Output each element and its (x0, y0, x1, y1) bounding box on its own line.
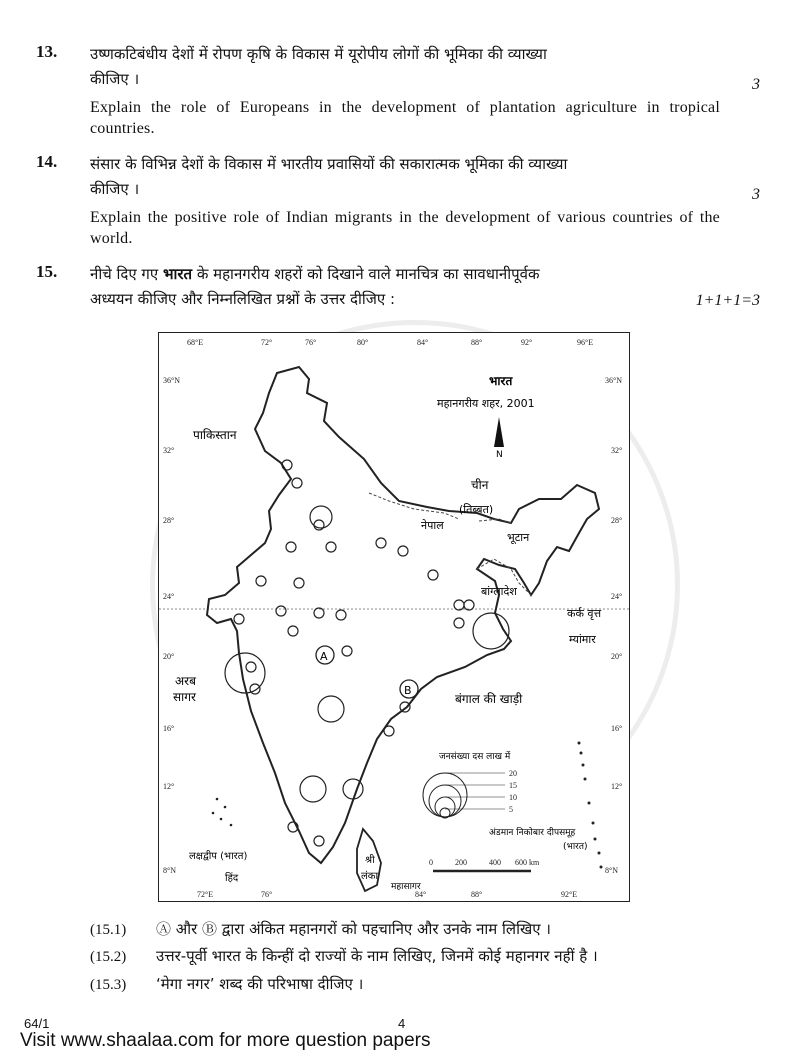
metro-city-marker (318, 696, 344, 722)
legend-circle-10 (435, 797, 455, 817)
deg-left-0: 36°N (163, 376, 180, 385)
metro-city-marker (384, 726, 394, 736)
hindi-text-pre: नीचे दिए गए (90, 265, 163, 283)
metro-city-marker (256, 576, 266, 586)
deg-top-7: 96°E (577, 338, 594, 347)
metro-city-marker (343, 779, 363, 799)
deg-bottom-4: 92°E (561, 890, 578, 899)
legend-title: जनसंख्या दस लाख में (439, 752, 511, 762)
metro-city-marker (326, 542, 336, 552)
label-sri-lanka-1: श्री (365, 855, 375, 866)
deg-right-4: 20° (611, 652, 623, 661)
question-13 (36, 42, 760, 142)
metro-city-marker (246, 662, 256, 672)
deg-bottom-0: 72°E (197, 890, 214, 899)
deg-top-6: 92° (521, 338, 533, 347)
paper-code: 64/1 (24, 1016, 50, 1031)
metro-city-marker (276, 606, 286, 616)
hindi-line-1: संसार के विभिन्न देशों के विकास में भारतीय प्रवासियों की सकारात्मक भूमिका की व्याख्या (90, 155, 568, 173)
metro-city-marker (400, 702, 410, 712)
marker-a-label: A (320, 650, 328, 663)
metro-city-marker (234, 614, 244, 624)
hindi-line-2: कीजिए । (90, 180, 140, 198)
label-myanmar: म्यांमार (569, 633, 596, 646)
question-number: 15. (36, 262, 58, 281)
scale-tick-0: 0 (429, 858, 433, 867)
deg-bottom-2: 84° (415, 890, 427, 899)
question-15 (36, 262, 760, 322)
india-metro-map (158, 332, 630, 902)
metro-city-marker (314, 520, 324, 530)
question-marks: 1+1+1=3 (695, 292, 760, 309)
deg-top-1: 72° (261, 338, 273, 347)
deg-top-0: 68°E (187, 338, 204, 347)
deg-bottom-3: 88° (471, 890, 483, 899)
deg-right-0: 36°N (605, 376, 622, 385)
hindi-line-1 (90, 262, 720, 287)
deg-top-3: 80° (357, 338, 369, 347)
subquestion-number: (15.3) (90, 977, 127, 993)
metro-city-marker (376, 538, 386, 548)
metro-city-marker (464, 600, 474, 610)
legend-value-5: 5 (509, 805, 513, 814)
scale-tick-600: 600 km (515, 858, 540, 867)
question-text (90, 262, 720, 312)
legend-value-15: 15 (509, 781, 517, 790)
deg-right-2: 28° (611, 516, 623, 525)
metro-city-marker (282, 460, 292, 470)
footer-link[interactable]: Visit www.shaalaa.com for more question papers (20, 1030, 431, 1051)
label-sri-lanka-2: लंका (361, 871, 379, 882)
label-pakistan: पाकिस्तान (193, 428, 237, 442)
label-china: चीन (471, 478, 489, 492)
label-andaman-1: अंडमान निकोबार दीपसमूह (489, 828, 576, 838)
question-number: 13. (36, 42, 58, 61)
label-arabian-sea-2: सागर (173, 690, 196, 704)
deg-left-4: 20° (163, 652, 175, 661)
deg-left-3: 24° (163, 592, 175, 601)
metro-city-marker (286, 542, 296, 552)
page-number: 4 (398, 1016, 406, 1031)
deg-right-6: 12° (611, 782, 623, 791)
subquestion-15-3 (90, 974, 363, 994)
metro-city-marker (314, 836, 324, 846)
deg-top-4: 84° (417, 338, 429, 347)
metro-city-marker (428, 570, 438, 580)
label-bangladesh: बांग्लादेश (481, 585, 517, 598)
label-bay-of-bengal: बंगाल की खाड़ी (455, 692, 523, 706)
metro-city-marker (398, 546, 408, 556)
hindi-line-2: कीजिए । (90, 70, 140, 88)
marker-b-label: B (404, 684, 412, 697)
legend-circles (423, 773, 467, 818)
subquestion-number: (15.1) (90, 922, 127, 938)
label-nepal: नेपाल (421, 519, 444, 532)
metro-city-marker (250, 684, 260, 694)
label-indian-ocean-2: महासागर (391, 882, 421, 892)
metro-city-marker (336, 610, 346, 620)
subquestion-text: Ⓐ और Ⓑ द्वारा अंकित महानगरों को पहचानिए और उनके नाम लिखिए । (156, 920, 551, 938)
map-svg (159, 333, 629, 901)
subquestion-number: (15.2) (90, 949, 127, 965)
metro-city-marker (310, 506, 332, 528)
subquestion-15-1 (90, 918, 551, 939)
subquestion-text: ‘मेगा नगर’ शब्द की परिभाषा दीजिए । (156, 975, 364, 993)
deg-top-5: 88° (471, 338, 483, 347)
north-label: N (496, 450, 503, 460)
metro-city-marker (300, 776, 326, 802)
question-number: 14. (36, 152, 58, 171)
deg-left-2: 28° (163, 516, 175, 525)
metro-city-marker (294, 578, 304, 588)
metro-city-marker (288, 626, 298, 636)
map-title: भारत (489, 374, 513, 388)
north-arrow-icon (494, 417, 504, 447)
deg-left-7: 8°N (163, 866, 176, 875)
label-indian-ocean-1: हिंद (225, 873, 239, 884)
label-arabian-sea-1: अरब (175, 674, 196, 688)
hindi-text-bold: भारत (162, 265, 193, 283)
deg-left-6: 12° (163, 782, 175, 791)
scale-tick-400: 400 (489, 858, 501, 867)
deg-top-2: 76° (305, 338, 317, 347)
india-outline (207, 367, 599, 863)
lakshadweep-islands (212, 798, 233, 827)
hindi-line-2: अध्ययन कीजिए और निम्नलिखित प्रश्नों के उत्तर दीजिए : (90, 290, 395, 308)
deg-right-3: 24° (611, 592, 623, 601)
label-tropic: कर्क वृत्त (567, 607, 602, 620)
label-lakshadweep: लक्षद्वीप (भारत) (189, 851, 248, 862)
question-marks: 3 (752, 76, 760, 93)
deg-left-5: 16° (163, 724, 175, 733)
english-text: Explain the role of Europeans in the development of plantation agriculture in tropical countries. (90, 99, 720, 137)
legend-circle-20 (423, 773, 467, 817)
question-14 (36, 152, 760, 252)
hindi-line-1: उष्णकटिबंधीय देशों में रोपण कृषि के विकास में यूरोपीय लोगों की भूमिका की व्याख्या (90, 45, 547, 63)
metro-city-marker (454, 618, 464, 628)
hindi-text-post: के महानगरीय शहरों को दिखाने वाले मानचित्र का सावधानीपूर्वक (192, 265, 540, 283)
question-marks: 3 (752, 186, 760, 203)
subquestion-text: उत्तर-पूर्वी भारत के किन्हीं दो राज्यों के नाम लिखिए, जिनमें कोई महानगर नहीं है । (156, 947, 598, 965)
deg-left-1: 32° (163, 446, 175, 455)
map-subtitle: महानगरीय शहर, 2001 (437, 397, 535, 410)
legend-value-10: 10 (509, 793, 517, 802)
nepal-border (369, 493, 459, 519)
legend-circle-15 (429, 785, 461, 817)
deg-right-7: 8°N (605, 866, 618, 875)
metro-city-marker (314, 608, 324, 618)
label-tibet: (तिब्बत) (459, 503, 494, 516)
legend-value-20: 20 (509, 769, 517, 778)
subquestion-15-2 (90, 946, 598, 966)
metro-city-marker (454, 600, 464, 610)
label-andaman-2: (भारत) (563, 842, 588, 852)
deg-bottom-1: 76° (261, 890, 273, 899)
deg-right-1: 32° (611, 446, 623, 455)
metro-city-marker (292, 478, 302, 488)
question-text (90, 42, 720, 139)
question-text (90, 152, 720, 249)
english-text: Explain the positive role of Indian migrants in the development of various countries of the world. (90, 209, 720, 247)
deg-right-5: 16° (611, 724, 623, 733)
scale-tick-200: 200 (455, 858, 467, 867)
label-bhutan: भूटान (507, 531, 530, 544)
metro-city-marker (342, 646, 352, 656)
